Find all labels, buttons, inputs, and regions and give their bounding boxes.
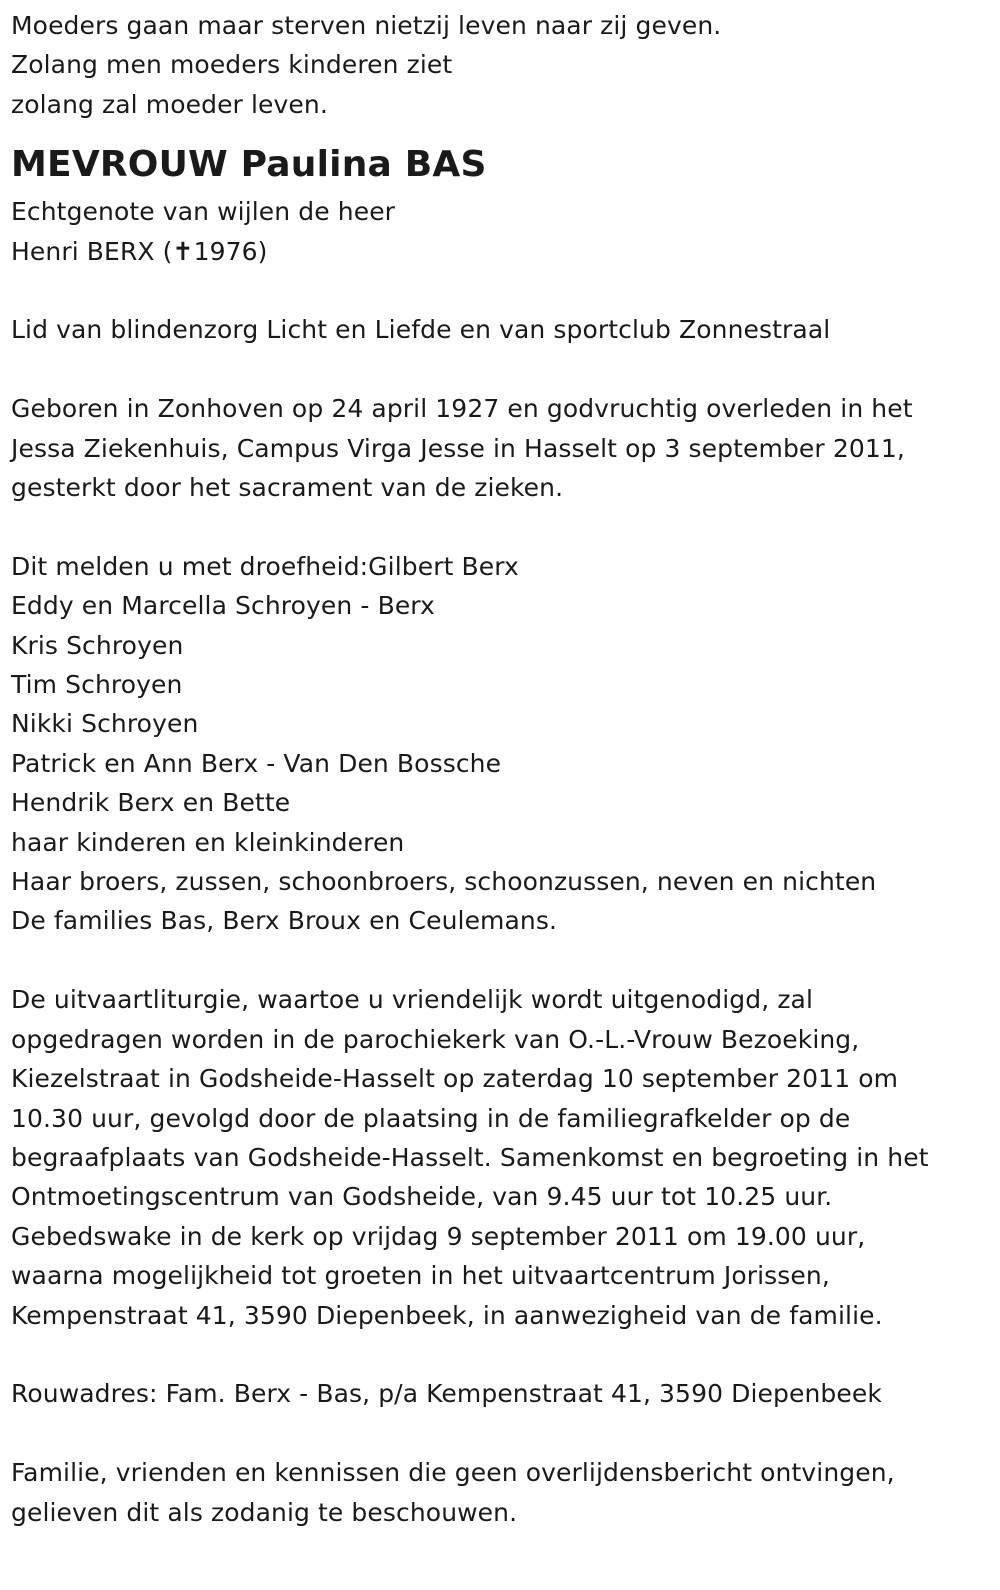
- family-line: Tim Schroyen: [11, 670, 183, 700]
- spacer: [11, 350, 1000, 389]
- closing-note: [11, 1453, 1000, 1532]
- family-line: Kris Schroyen: [11, 630, 184, 660]
- family-line: Hendrik Berx en Bette: [11, 788, 291, 818]
- poem-line: zolang zal moeder leven.: [11, 89, 328, 119]
- deceased-name: MEVROUW Paulina BAS: [11, 144, 487, 186]
- birth-death-info: [11, 389, 1000, 507]
- funeral-line: Kempenstraat 41, 3590 Diepenbeek, in aanwezigheid van de familie.: [11, 1300, 883, 1330]
- funeral-info: [11, 980, 1000, 1335]
- family-list: [11, 547, 1000, 941]
- funeral-line: 10.30 uur, gevolgd door de plaatsing in de familiegrafkelder op de: [11, 1103, 851, 1133]
- poem: [11, 6, 1000, 124]
- spacer: [11, 1414, 1000, 1453]
- funeral-line: Kiezelstraat in Godsheide-Hasselt op zaterdag 10 september 2011 om: [11, 1064, 899, 1094]
- family-line: Eddy en Marcella Schroyen - Berx: [11, 591, 435, 621]
- spouse-info: [11, 192, 1000, 271]
- poem-line: Zolang men moeders kinderen ziet: [11, 50, 453, 80]
- membership-text: Lid van blindenzorg Licht en Liefde en van sportclub Zonnestraal: [11, 315, 831, 345]
- funeral-line: begraafplaats van Godsheide-Hasselt. Samenkomst en begroeting in het: [11, 1142, 929, 1172]
- family-line: De families Bas, Berx Broux en Ceulemans.: [11, 906, 558, 936]
- closing-line: gelieven dit als zodanig te beschouwen.: [11, 1497, 518, 1527]
- family-line: Dit melden u met droefheid:Gilbert Berx: [11, 551, 519, 581]
- family-line: Nikki Schroyen: [11, 709, 199, 739]
- spouse-line: Echtgenote van wijlen de heer: [11, 197, 396, 227]
- family-line: Haar broers, zussen, schoonbroers, schoonzussen, neven en nichten: [11, 867, 877, 897]
- birth-death-line: Geboren in Zonhoven op 24 april 1927 en godvruchtig overleden in het: [11, 394, 913, 424]
- birth-death-line: gesterkt door het sacrament van de zieken.: [11, 473, 564, 503]
- mourning-address: Rouwadres: Fam. Berx - Bas, p/a Kempenstraat 41, 3590 Diepenbeek: [11, 1379, 882, 1409]
- funeral-line: Gebedswake in de kerk op vrijdag 9 september 2011 om 19.00 uur,: [11, 1221, 866, 1251]
- closing-line: Familie, vrienden en kennissen die geen overlijdensbericht ontvingen,: [11, 1458, 895, 1488]
- birth-death-line: Jessa Ziekenhuis, Campus Virga Jesse in Hasselt op 3 september 2011,: [11, 433, 905, 463]
- funeral-line: waarna mogelijkheid tot groeten in het uitvaartcentrum Jorissen,: [11, 1261, 830, 1291]
- spacer: [11, 271, 1000, 310]
- family-line: Patrick en Ann Berx - Van Den Bossche: [11, 748, 502, 778]
- spacer: [11, 941, 1000, 980]
- spacer: [11, 507, 1000, 546]
- poem-line: Moeders gaan maar sterven nietzij leven naar zij geven.: [11, 11, 722, 40]
- funeral-line: Ontmoetingscentrum van Godsheide, van 9.45 uur tot 10.25 uur.: [11, 1182, 833, 1212]
- funeral-line: De uitvaartliturgie, waartoe u vriendelijk wordt uitgenodigd, zal: [11, 985, 814, 1015]
- spacer: [11, 1335, 1000, 1374]
- funeral-line: opgedragen worden in de parochiekerk van O.-L.-Vrouw Bezoeking,: [11, 1024, 860, 1054]
- spouse-line: Henri BERX (✝1976): [11, 236, 268, 266]
- family-line: haar kinderen en kleinkinderen: [11, 827, 405, 857]
